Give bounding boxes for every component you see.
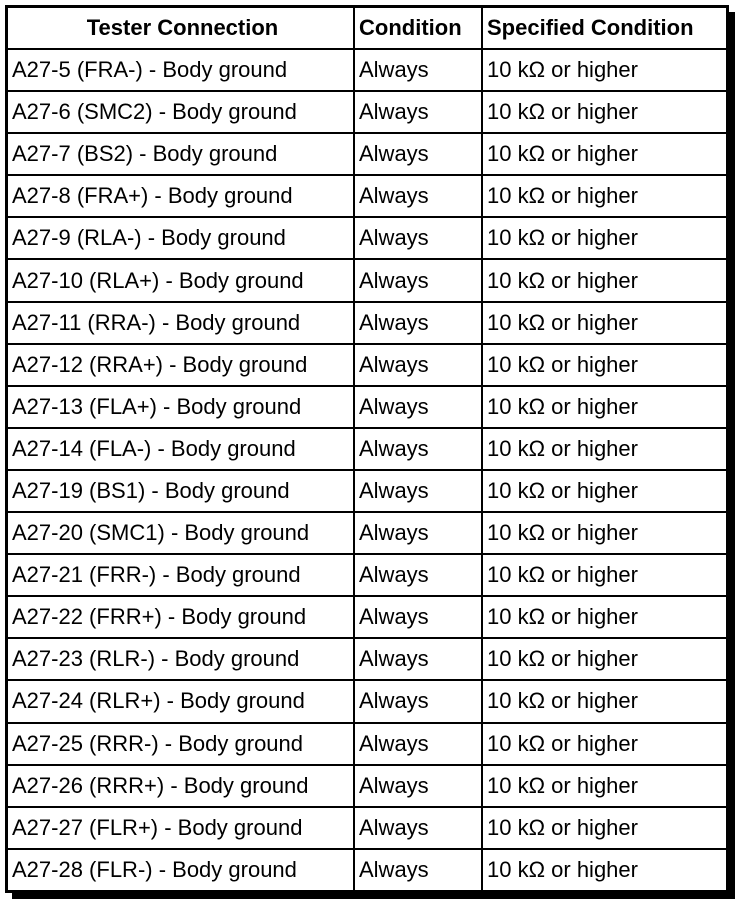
table-row [8, 849, 726, 890]
table-header-row [8, 8, 726, 49]
cell-specified-condition: 10 kΩ or higher [482, 807, 726, 849]
table-row [8, 133, 726, 175]
table-row [8, 596, 726, 638]
cell-tester-connection: A27-25 (RRR-) - Body ground [8, 723, 354, 765]
table-row [8, 259, 726, 301]
cell-tester-connection: A27-22 (FRR+) - Body ground [8, 596, 354, 638]
cell-specified-condition: 10 kΩ or higher [482, 428, 726, 470]
cell-condition: Always [354, 91, 482, 133]
cell-specified-condition: 10 kΩ or higher [482, 596, 726, 638]
cell-condition: Always [354, 217, 482, 259]
cell-condition: Always [354, 133, 482, 175]
cell-specified-condition: 10 kΩ or higher [482, 259, 726, 301]
header-specified-condition: Specified Condition [482, 8, 726, 49]
table-row [8, 386, 726, 428]
cell-tester-connection: A27-28 (FLR-) - Body ground [8, 849, 354, 890]
table-row [8, 175, 726, 217]
cell-condition: Always [354, 765, 482, 807]
table-row [8, 638, 726, 680]
cell-tester-connection: A27-10 (RLA+) - Body ground [8, 259, 354, 301]
cell-condition: Always [354, 302, 482, 344]
cell-specified-condition: 10 kΩ or higher [482, 133, 726, 175]
cell-specified-condition: 10 kΩ or higher [482, 470, 726, 512]
table-row [8, 49, 726, 91]
table-row [8, 807, 726, 849]
cell-tester-connection: A27-11 (RRA-) - Body ground [8, 302, 354, 344]
specification-table-frame [5, 5, 729, 893]
cell-tester-connection: A27-19 (BS1) - Body ground [8, 470, 354, 512]
cell-condition: Always [354, 470, 482, 512]
cell-condition: Always [354, 638, 482, 680]
table-row [8, 680, 726, 722]
cell-condition: Always [354, 723, 482, 765]
table-row [8, 217, 726, 259]
cell-tester-connection: A27-13 (FLA+) - Body ground [8, 386, 354, 428]
cell-condition: Always [354, 344, 482, 386]
cell-condition: Always [354, 49, 482, 91]
tester-connection-table [8, 8, 726, 890]
cell-condition: Always [354, 680, 482, 722]
cell-tester-connection: A27-6 (SMC2) - Body ground [8, 91, 354, 133]
table-row [8, 470, 726, 512]
cell-tester-connection: A27-26 (RRR+) - Body ground [8, 765, 354, 807]
cell-specified-condition: 10 kΩ or higher [482, 344, 726, 386]
cell-tester-connection: A27-27 (FLR+) - Body ground [8, 807, 354, 849]
cell-condition: Always [354, 807, 482, 849]
cell-specified-condition: 10 kΩ or higher [482, 386, 726, 428]
cell-tester-connection: A27-12 (RRA+) - Body ground [8, 344, 354, 386]
cell-specified-condition: 10 kΩ or higher [482, 217, 726, 259]
cell-specified-condition: 10 kΩ or higher [482, 175, 726, 217]
table-body [8, 49, 726, 890]
cell-tester-connection: A27-21 (FRR-) - Body ground [8, 554, 354, 596]
cell-specified-condition: 10 kΩ or higher [482, 638, 726, 680]
cell-condition: Always [354, 428, 482, 470]
cell-specified-condition: 10 kΩ or higher [482, 302, 726, 344]
cell-specified-condition: 10 kΩ or higher [482, 849, 726, 890]
cell-tester-connection: A27-20 (SMC1) - Body ground [8, 512, 354, 554]
cell-specified-condition: 10 kΩ or higher [482, 49, 726, 91]
table-row [8, 512, 726, 554]
cell-condition: Always [354, 596, 482, 638]
cell-specified-condition: 10 kΩ or higher [482, 91, 726, 133]
table-shadow-bottom [12, 893, 735, 899]
cell-condition: Always [354, 554, 482, 596]
header-tester-connection: Tester Connection [8, 8, 354, 49]
table-row [8, 428, 726, 470]
cell-specified-condition: 10 kΩ or higher [482, 765, 726, 807]
table-row [8, 91, 726, 133]
header-condition: Condition [354, 8, 482, 49]
cell-condition: Always [354, 512, 482, 554]
cell-condition: Always [354, 386, 482, 428]
cell-condition: Always [354, 259, 482, 301]
cell-condition: Always [354, 849, 482, 890]
table-row [8, 723, 726, 765]
cell-tester-connection: A27-8 (FRA+) - Body ground [8, 175, 354, 217]
table-shadow-right [729, 12, 735, 896]
cell-specified-condition: 10 kΩ or higher [482, 723, 726, 765]
table-row [8, 302, 726, 344]
table-row [8, 554, 726, 596]
cell-condition: Always [354, 175, 482, 217]
cell-tester-connection: A27-23 (RLR-) - Body ground [8, 638, 354, 680]
cell-specified-condition: 10 kΩ or higher [482, 680, 726, 722]
cell-tester-connection: A27-14 (FLA-) - Body ground [8, 428, 354, 470]
cell-tester-connection: A27-9 (RLA-) - Body ground [8, 217, 354, 259]
table-row [8, 765, 726, 807]
cell-tester-connection: A27-24 (RLR+) - Body ground [8, 680, 354, 722]
cell-tester-connection: A27-7 (BS2) - Body ground [8, 133, 354, 175]
cell-specified-condition: 10 kΩ or higher [482, 512, 726, 554]
cell-specified-condition: 10 kΩ or higher [482, 554, 726, 596]
cell-tester-connection: A27-5 (FRA-) - Body ground [8, 49, 354, 91]
table-row [8, 344, 726, 386]
